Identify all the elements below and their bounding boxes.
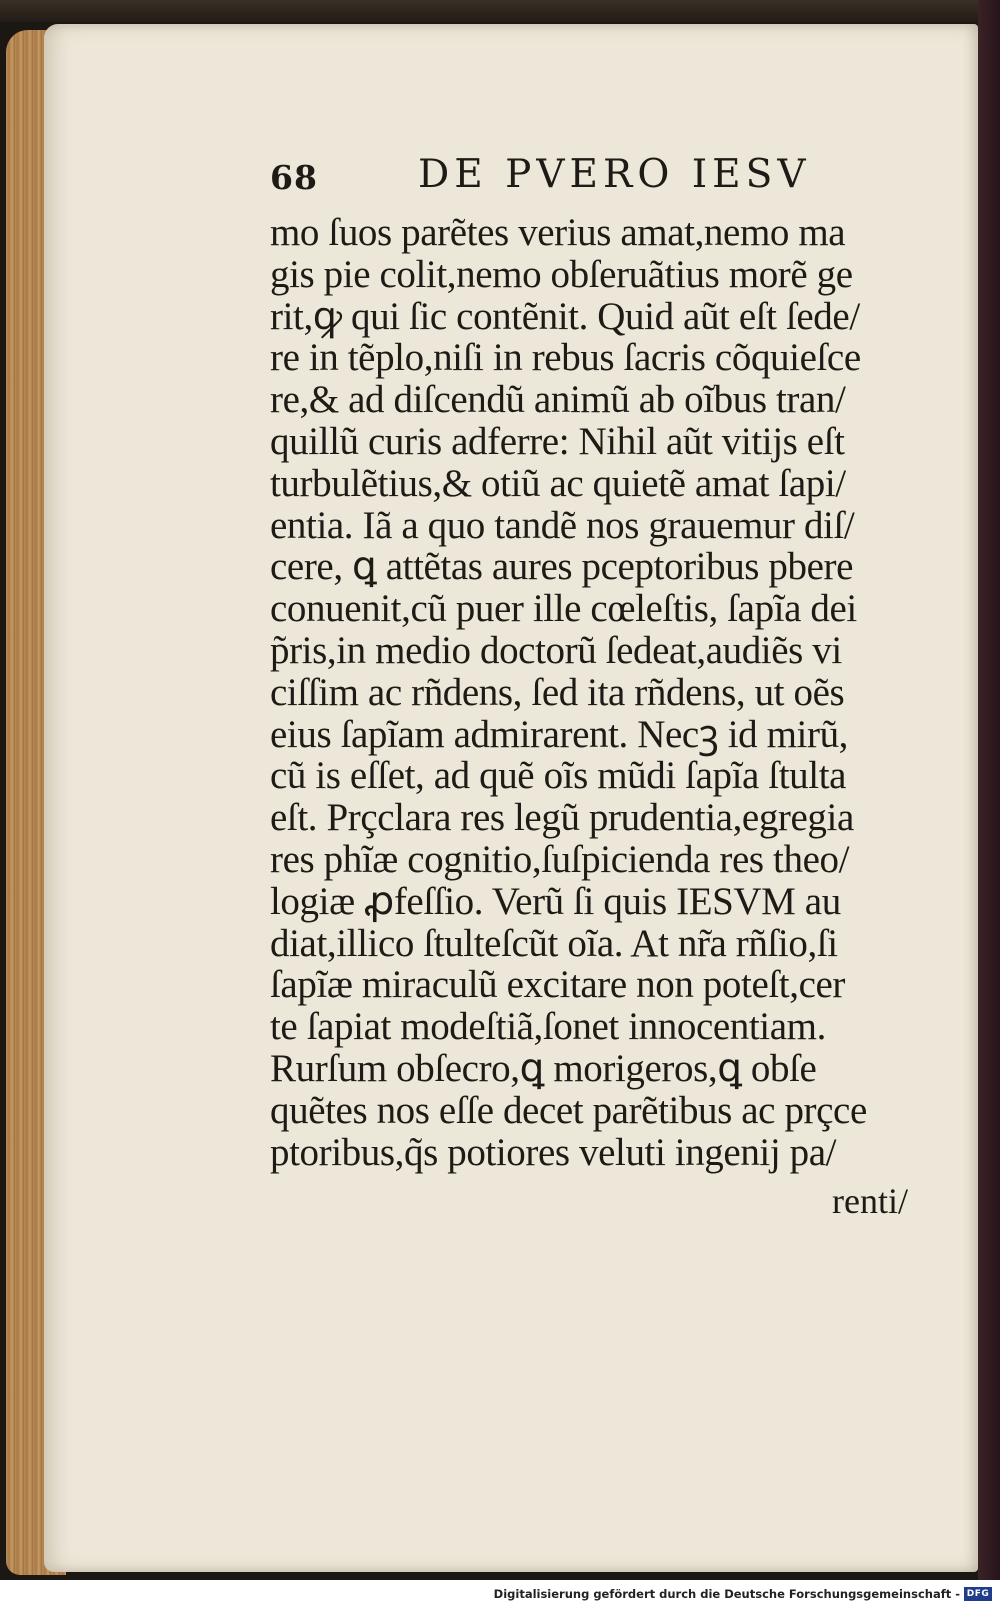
funding-credit: Digitalisierung gefördert durch die Deutsche Forschungsgemeinschaft - — [493, 1587, 960, 1601]
text-block — [270, 212, 940, 1173]
text-line: ſapĩæ miraculũ excitare non poteſt,cer — [270, 963, 845, 1007]
text-line: te ſapiat modeſtiã,ſonet innocentiam. — [270, 1005, 826, 1049]
text-line: rit,ꝙ qui ſic contẽnit. Quid aũt eſt ſede/ — [270, 294, 860, 338]
text-line: p̃ris,in medio doctorũ ſedeat,audiẽs vi — [270, 628, 842, 672]
page-header — [270, 152, 870, 204]
text-line: cere, ꝗ attẽtas aures pceptoribus pbere — [270, 545, 854, 589]
book-top-edge — [0, 0, 1000, 22]
text-line: mo ſuos parẽtes verius amat,nemo ma — [270, 211, 846, 254]
catchword: renti/ — [832, 1181, 908, 1221]
text-line: re in tẽplo,niſi in rebus ſacris cõquieſce — [270, 336, 861, 380]
text-line: quẽtes nos eſſe decet parẽtibus ac prçce — [270, 1088, 867, 1132]
text-line: cũ is eſſet, ad quẽ oĩs mũdi ſapĩa ſtulta — [270, 754, 847, 798]
text-line: eius ſapĩam admirarent. Necꝫ id mirũ, — [270, 712, 849, 756]
text-line: ciſſim ac rñdens, ſed ita rñdens, ut oẽs — [270, 670, 845, 714]
text-line: re,& ad diſcendũ animũ ab oĩbus tran/ — [270, 378, 846, 422]
text-line: logiæ ꝓfeſſio. Verũ ſi quis IESVM au — [270, 879, 841, 923]
text-line: eſt. Prçclara res legũ prudentia,egregia — [270, 796, 854, 840]
text-line: ptoribus,q̃s potiores veluti ingenij pa/ — [270, 1130, 837, 1174]
text-line: quillũ curis adferre: Nihil aũt vitijs eſt — [270, 419, 845, 463]
book-cover-edge — [978, 0, 1000, 1580]
running-head: DE PVERO IESV — [418, 152, 811, 197]
dfg-logo: DFG — [964, 1587, 992, 1601]
text-line: turbulẽtius,& otiũ ac quietẽ amat ſapi/ — [270, 461, 846, 505]
text-line: Rurſum obſecro,ꝗ morigeros,ꝗ obſe — [270, 1046, 817, 1090]
text-line: res phĩæ cognitio,ſuſpicienda res theo/ — [270, 837, 850, 881]
footer — [0, 1580, 1000, 1611]
page-number: 68 — [270, 158, 318, 197]
text-line: diat,illico ſtulteſcũt oĩa. At nr̃a rñſio,ſi — [270, 921, 838, 965]
text-line: gis pie colit,nemo obſeruãtius morẽ ge — [270, 252, 853, 296]
text-line: entia. Iã a quo tandẽ nos grauemur diſ/ — [270, 503, 855, 547]
text-line: conuenit,cũ puer ille cœleſtis, ſapĩa dei — [270, 587, 857, 631]
